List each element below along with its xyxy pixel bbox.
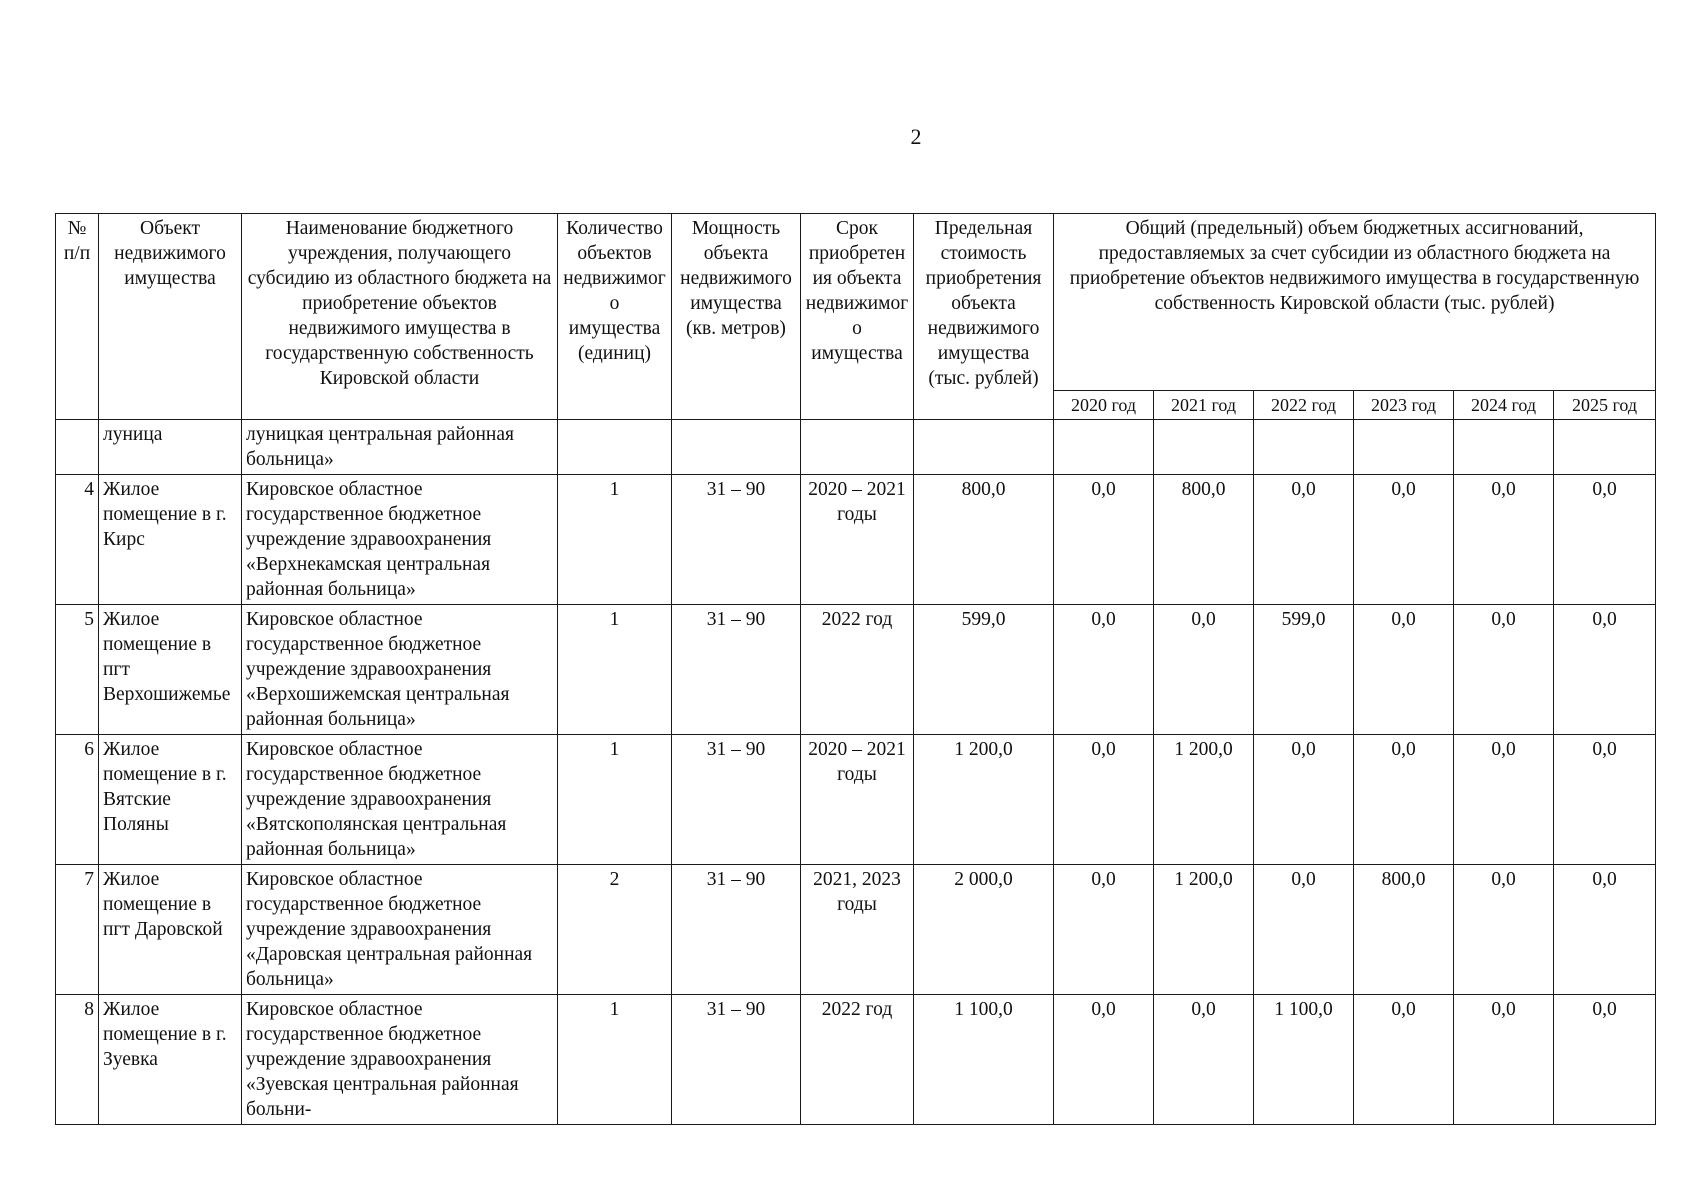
cell-object: Жилое помещение в г. Кирс bbox=[99, 475, 242, 605]
cell-2024: 0,0 bbox=[1454, 735, 1554, 865]
cell-capacity: 31 – 90 bbox=[672, 605, 801, 735]
table-row bbox=[56, 420, 1656, 475]
cell-2022: 0,0 bbox=[1254, 475, 1354, 605]
cell-cost: 1 100,0 bbox=[914, 995, 1054, 1125]
cell-no: 6 bbox=[56, 735, 99, 865]
cell-object: Жилое помещение в г. Зуевка bbox=[99, 995, 242, 1125]
cell-2025 bbox=[1554, 420, 1656, 475]
table-row bbox=[56, 605, 1656, 735]
cell-institution: Кировское областное государственное бюджетное учреждение здравоохранения «Зуевская центральная районная больни- bbox=[242, 995, 558, 1125]
cell-2022 bbox=[1254, 420, 1354, 475]
cell-2021: 1 200,0 bbox=[1154, 865, 1254, 995]
header-year-2024: 2024 год bbox=[1454, 391, 1554, 420]
header-no: № п/п bbox=[56, 214, 99, 420]
header-year-2022: 2022 год bbox=[1254, 391, 1354, 420]
cell-2022: 0,0 bbox=[1254, 865, 1354, 995]
cell-count: 1 bbox=[558, 735, 672, 865]
cell-term: 2022 год bbox=[801, 605, 914, 735]
cell-2024: 0,0 bbox=[1454, 865, 1554, 995]
cell-2021: 800,0 bbox=[1154, 475, 1254, 605]
header-institution: Наименование бюджетного учреждения, получающего субсидию из областного бюджета на приобретение объектов недвижимого имущества в государственную собственность Кировской области bbox=[242, 214, 558, 420]
cell-term: 2022 год bbox=[801, 995, 914, 1125]
cell-2025: 0,0 bbox=[1554, 865, 1656, 995]
header-capacity: Мощность объекта недвижимого имущества (кв. метров) bbox=[672, 214, 801, 420]
header-year-2020: 2020 год bbox=[1054, 391, 1154, 420]
cell-2020: 0,0 bbox=[1054, 605, 1154, 735]
cell-no: 4 bbox=[56, 475, 99, 605]
cell-object: луница bbox=[99, 420, 242, 475]
cell-term bbox=[801, 420, 914, 475]
cell-2020 bbox=[1054, 420, 1154, 475]
cell-2025: 0,0 bbox=[1554, 605, 1656, 735]
cell-2022: 0,0 bbox=[1254, 735, 1354, 865]
cell-object: Жилое помещение в пгт Даровской bbox=[99, 865, 242, 995]
assets-table bbox=[55, 213, 1656, 1125]
table-row bbox=[56, 475, 1656, 605]
cell-institution: Кировское областное государственное бюджетное учреждение здравоохранения «Верхнекамская центральная районная больница» bbox=[242, 475, 558, 605]
header-count: Количество объектов недвижимого имущества (единиц) bbox=[558, 214, 672, 420]
cell-2025: 0,0 bbox=[1554, 735, 1656, 865]
cell-count: 1 bbox=[558, 475, 672, 605]
cell-2023: 0,0 bbox=[1354, 475, 1454, 605]
cell-cost: 599,0 bbox=[914, 605, 1054, 735]
cell-2024: 0,0 bbox=[1454, 605, 1554, 735]
cell-2024: 0,0 bbox=[1454, 995, 1554, 1125]
cell-no: 7 bbox=[56, 865, 99, 995]
table-row bbox=[56, 865, 1656, 995]
cell-institution: луницкая центральная районная больница» bbox=[242, 420, 558, 475]
cell-capacity: 31 – 90 bbox=[672, 735, 801, 865]
cell-2023: 0,0 bbox=[1354, 995, 1454, 1125]
cell-no bbox=[56, 420, 99, 475]
header-term: Срок приобретения объекта недвижимого имущества bbox=[801, 214, 914, 420]
header-cost: Предельная стоимость приобретения объекта недвижимого имущества (тыс. рублей) bbox=[914, 214, 1054, 420]
cell-2023: 0,0 bbox=[1354, 735, 1454, 865]
page-number: 2 bbox=[910, 124, 922, 149]
header-year-2025: 2025 год bbox=[1554, 391, 1656, 420]
cell-2023: 0,0 bbox=[1354, 605, 1454, 735]
cell-2020: 0,0 bbox=[1054, 475, 1154, 605]
cell-2020: 0,0 bbox=[1054, 865, 1154, 995]
table-body bbox=[56, 420, 1656, 1125]
cell-term: 2020 – 2021 годы bbox=[801, 475, 914, 605]
cell-2022: 1 100,0 bbox=[1254, 995, 1354, 1125]
cell-object: Жилое помещение в пгт Верхошижемье bbox=[99, 605, 242, 735]
cell-2024: 0,0 bbox=[1454, 475, 1554, 605]
cell-cost: 1 200,0 bbox=[914, 735, 1054, 865]
cell-count: 2 bbox=[558, 865, 672, 995]
cell-2021: 0,0 bbox=[1154, 605, 1254, 735]
cell-2023 bbox=[1354, 420, 1454, 475]
cell-2025: 0,0 bbox=[1554, 995, 1656, 1125]
header-row bbox=[56, 214, 1656, 391]
cell-2022: 599,0 bbox=[1254, 605, 1354, 735]
cell-count bbox=[558, 420, 672, 475]
cell-capacity bbox=[672, 420, 801, 475]
cell-2020: 0,0 bbox=[1054, 735, 1154, 865]
cell-cost: 2 000,0 bbox=[914, 865, 1054, 995]
cell-2025: 0,0 bbox=[1554, 475, 1656, 605]
header-year-2023: 2023 год bbox=[1354, 391, 1454, 420]
header-object: Объект недвижимого имущества bbox=[99, 214, 242, 420]
header-year-2021: 2021 год bbox=[1154, 391, 1254, 420]
cell-2023: 800,0 bbox=[1354, 865, 1454, 995]
header-total: Общий (предельный) объем бюджетных ассигнований, предоставляемых за счет субсидии из областного бюджета на приобретение объектов недвижимого имущества в государственную собственность Кировской области (тыс. рублей) bbox=[1054, 214, 1656, 391]
cell-count: 1 bbox=[558, 995, 672, 1125]
cell-2021 bbox=[1154, 420, 1254, 475]
cell-cost: 800,0 bbox=[914, 475, 1054, 605]
cell-count: 1 bbox=[558, 605, 672, 735]
cell-capacity: 31 – 90 bbox=[672, 475, 801, 605]
cell-2021: 1 200,0 bbox=[1154, 735, 1254, 865]
cell-term: 2021, 2023 годы bbox=[801, 865, 914, 995]
cell-term: 2020 – 2021 годы bbox=[801, 735, 914, 865]
cell-2021: 0,0 bbox=[1154, 995, 1254, 1125]
table-row bbox=[56, 735, 1656, 865]
cell-object: Жилое помещение в г. Вятские Поляны bbox=[99, 735, 242, 865]
cell-2024 bbox=[1454, 420, 1554, 475]
cell-institution: Кировское областное государственное бюджетное учреждение здравоохранения «Даровская центральная районная больница» bbox=[242, 865, 558, 995]
cell-no: 5 bbox=[56, 605, 99, 735]
cell-cost bbox=[914, 420, 1054, 475]
cell-no: 8 bbox=[56, 995, 99, 1125]
cell-capacity: 31 – 90 bbox=[672, 865, 801, 995]
cell-2020: 0,0 bbox=[1054, 995, 1154, 1125]
cell-capacity: 31 – 90 bbox=[672, 995, 801, 1125]
cell-institution: Кировское областное государственное бюджетное учреждение здравоохранения «Верхошижемская центральная районная больница» bbox=[242, 605, 558, 735]
cell-institution: Кировское областное государственное бюджетное учреждение здравоохранения «Вятскополянская центральная районная больница» bbox=[242, 735, 558, 865]
table-row bbox=[56, 995, 1656, 1125]
